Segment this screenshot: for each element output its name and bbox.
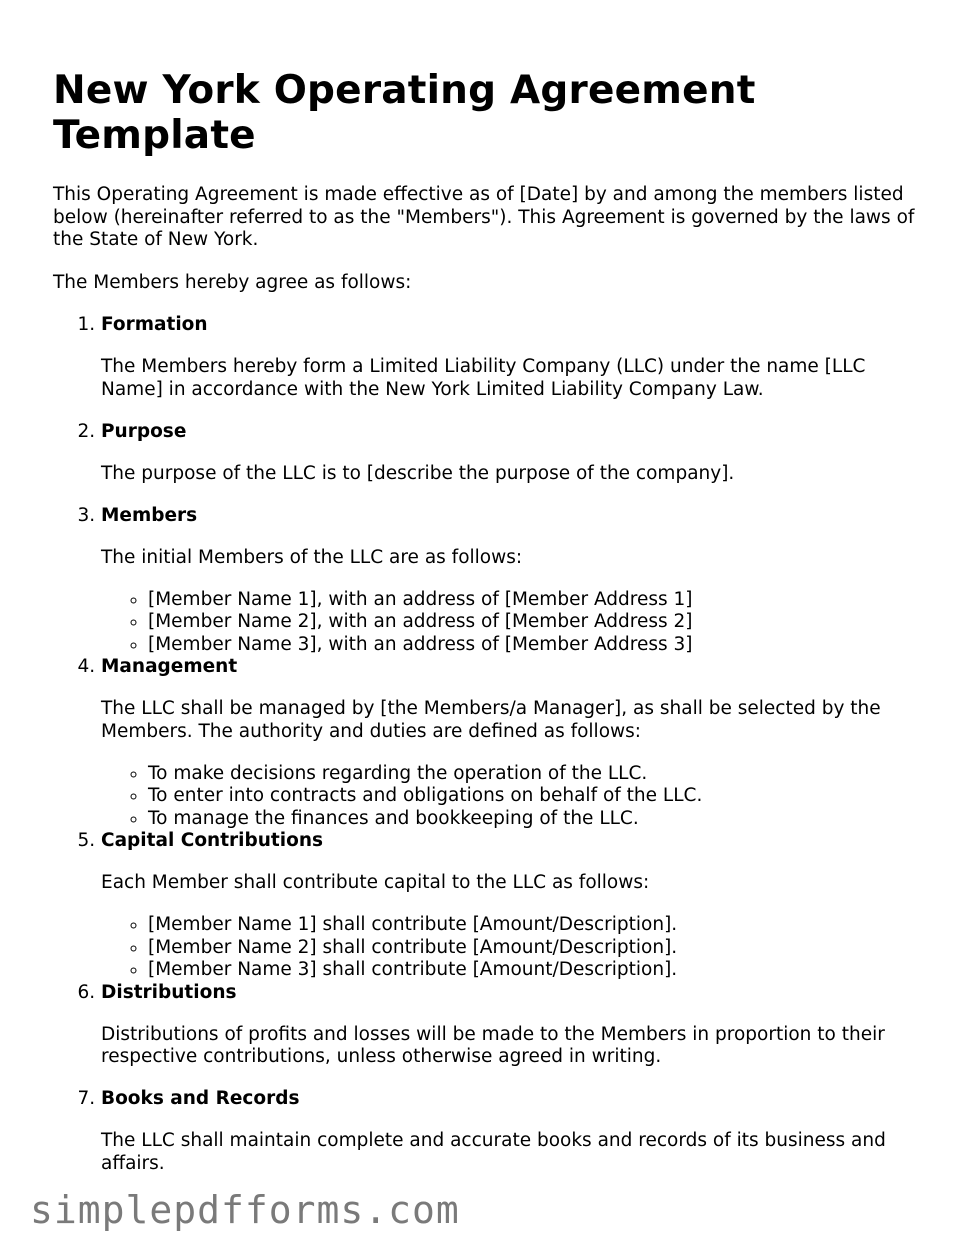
document-page: [53, 68, 923, 1195]
section-title: 7. Books and Records: [101, 1088, 300, 1109]
list-item: ◦ To manage the finances and bookkeeping of the LLC.: [148, 808, 923, 831]
section-body: The LLC shall maintain complete and accurate books and records of its business and affairs.: [101, 1130, 886, 1174]
section-body: The Members hereby form a Limited Liability Company (LLC) under the name [LLC Name] in accordance with the New York Limited Liability Company Law.: [101, 356, 866, 400]
contributions-list: [101, 914, 923, 982]
page-title: New York Operating Agreement Template: [53, 68, 756, 158]
section-title: 2. Purpose: [101, 420, 187, 442]
list-item: ◦ [Member Name 1], with an address of [Member Address 1]: [148, 589, 923, 612]
watermark: simplepdfforms.com: [30, 1188, 460, 1232]
list-item: ◦ To make decisions regarding the operation of the LLC.: [148, 763, 923, 786]
list-item: ◦ To enter into contracts and obligations on behalf of the LLC.: [148, 785, 923, 808]
section-distributions: [101, 982, 923, 1069]
list-item: ◦ [Member Name 2] shall contribute [Amount/Description].: [148, 937, 923, 960]
section-purpose: [101, 421, 923, 486]
agree-paragraph: The Members hereby agree as follows:: [53, 271, 412, 293]
section-title: 6. Distributions: [101, 981, 237, 1003]
section-title: 1. Formation: [101, 314, 208, 335]
intro-paragraph: This Operating Agreement is made effective as of [Date] by and among the members listed below (hereinafter referred to as the "Members"). This Agreement is governed by the laws of the State of New York.: [53, 184, 915, 250]
section-body: The purpose of the LLC is to [describe the purpose of the company].: [101, 462, 735, 484]
section-title: 4. Management: [101, 656, 238, 677]
section-title: 3. Members: [101, 504, 198, 526]
list-item: ◦ [Member Name 3], with an address of [Member Address 3]: [148, 634, 923, 657]
section-body: Each Member shall contribute capital to the LLC as follows:: [101, 872, 650, 893]
list-item: ◦ [Member Name 2], with an address of [Member Address 2]: [148, 611, 923, 634]
sections-list: [53, 314, 923, 1175]
section-management: [101, 656, 923, 830]
section-body: The LLC shall be managed by [the Members/a Manager], as shall be selected by the Members. The authority and duties are defined as follows:: [101, 698, 881, 742]
list-item: ◦ [Member Name 3] shall contribute [Amount/Description].: [148, 959, 923, 982]
section-members: [101, 505, 923, 657]
duties-list: [101, 763, 923, 831]
section-formation: [101, 314, 923, 401]
section-title: 5. Capital Contributions: [101, 830, 324, 851]
section-capital-contributions: [101, 830, 923, 982]
section-books-and-records: [101, 1088, 923, 1175]
list-item: ◦ [Member Name 1] shall contribute [Amount/Description].: [148, 914, 923, 937]
members-list: [101, 589, 923, 657]
section-body: The initial Members of the LLC are as follows:: [101, 546, 523, 568]
section-body: Distributions of profits and losses will be made to the Members in proportion to their respective contributions, unless otherwise agreed in writing.: [101, 1023, 885, 1067]
